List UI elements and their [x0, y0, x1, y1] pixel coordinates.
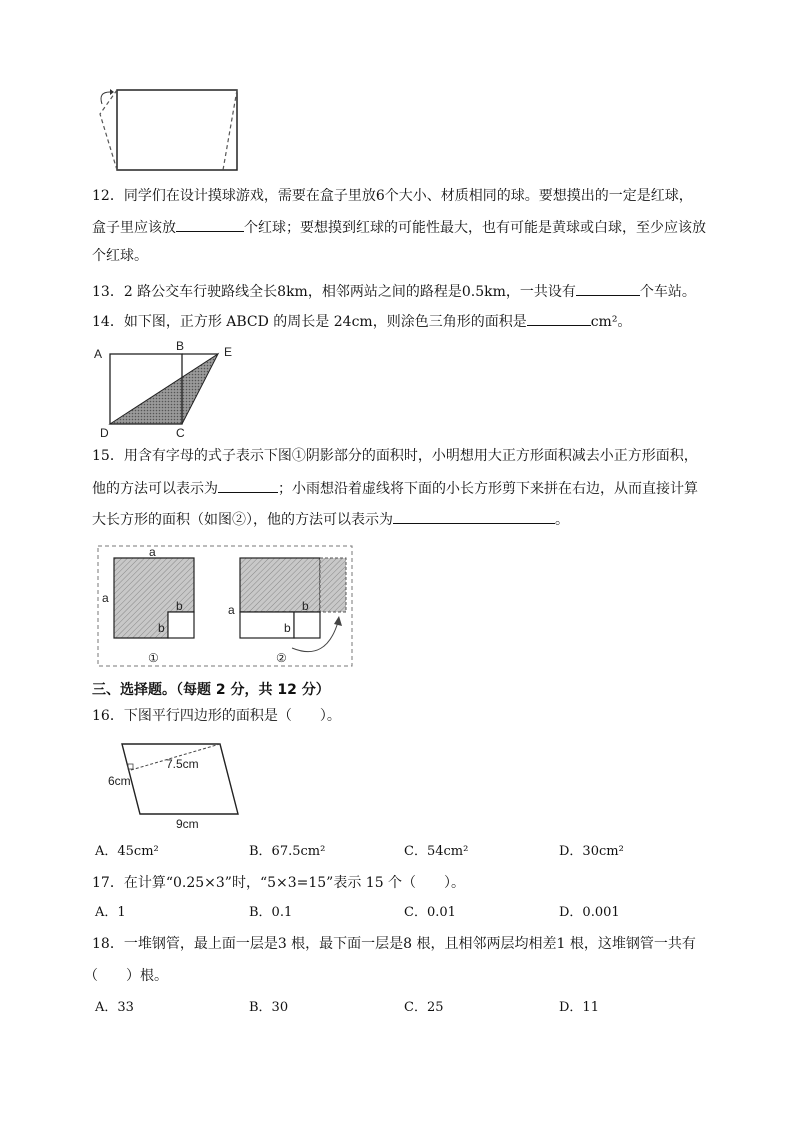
q12-line2-start: 盒子里应该放 — [92, 220, 176, 236]
q13-text-end: 个车站。 — [639, 284, 696, 300]
q14-line — [92, 310, 631, 332]
q12-line2 — [92, 216, 706, 238]
label-c: C — [176, 426, 185, 440]
fig1-label-a-top: a — [149, 545, 156, 559]
q12-line2-end: 个红球；要想摸到红球的可能性最大，也有可能是黄球或白球，至少应该放 — [244, 220, 706, 236]
q14-text-start: 14．如下图，正方形 ABCD 的周长是 24cm，则涂色三角形的面积是 — [92, 314, 527, 330]
label-a: A — [94, 347, 103, 361]
q17-line: 17．在计算“0.25×3”时，“5×3=15”表示 15 个（ ）。 — [92, 875, 466, 891]
label-d: D — [100, 426, 109, 440]
fig1-label-a-side: a — [102, 591, 109, 605]
fig2-label-b-right: b — [302, 599, 309, 613]
section-3-title: 三、选择题。（每题 2 分，共 12 分） — [92, 682, 330, 698]
q16-option-a[interactable]: A．45cm² — [95, 844, 159, 859]
q16-line: 16．下图平行四边形的面积是（ ）。 — [92, 708, 341, 724]
q12-answer-blank-1[interactable] — [176, 216, 244, 232]
fig2-caption: ② — [276, 651, 287, 665]
q15-line2 — [92, 477, 698, 499]
q15-line2-end: ；小雨想沿着虚线将下面的小长方形剪下来拼在右边，从而直接计算 — [278, 481, 698, 497]
fig1-caption: ① — [148, 651, 159, 665]
label-b: B — [176, 340, 185, 353]
q13-text-start: 13．2 路公交车行驶路线全长8km，相邻两站之间的路程是0.5km，一共设有 — [92, 284, 576, 300]
q17-option-c[interactable]: C．0.01 — [404, 905, 456, 920]
square-triangle-figure — [92, 340, 252, 440]
q15-line3-end: 。 — [555, 512, 569, 528]
q15-answer-blank-1[interactable] — [218, 477, 278, 493]
q18-option-c[interactable]: C．25 — [404, 1000, 444, 1015]
base-label: 9cm — [176, 817, 199, 831]
fig1-label-b-left: b — [158, 621, 165, 635]
q18-line2: （ ）根。 — [84, 968, 168, 984]
q16-option-d[interactable]: D．30cm² — [559, 844, 624, 859]
q17-option-a[interactable]: A．1 — [95, 905, 126, 920]
fig1-label-b-right: b — [176, 599, 183, 613]
q16-option-c[interactable]: C．54cm² — [404, 844, 469, 859]
fig2-label-a: a — [228, 603, 235, 617]
q15-answer-blank-2[interactable] — [393, 508, 555, 524]
q13-answer-blank[interactable] — [576, 280, 640, 296]
rectangle-parallelogram-figure — [92, 84, 248, 176]
q14-answer-blank[interactable] — [527, 310, 591, 326]
q14-text-end: cm²。 — [590, 314, 632, 330]
q18-option-a[interactable]: A．33 — [95, 1000, 134, 1015]
label-e: E — [224, 345, 233, 359]
q15-line1: 15．用含有字母的式子表示下图①阴影部分的面积时，小明想用大正方形面积减去小正方形面积， — [92, 448, 698, 464]
q17-option-d[interactable]: D．0.001 — [559, 905, 620, 920]
squares-area-figure — [96, 544, 354, 668]
q12-line3: 个红球。 — [92, 248, 148, 264]
q18-option-b[interactable]: B．30 — [249, 1000, 289, 1015]
q18-line1: 18．一堆钢管，最上面一层是3 根，最下面一层是8 根，且相邻两层均相差1 根，这堆钢管一共有 — [92, 936, 696, 952]
q17-option-b[interactable]: B．0.1 — [249, 905, 293, 920]
q12-line1: 12．同学们在设计摸球游戏，需要在盒子里放6个大小、材质相同的球。要想摸出的一定是红球， — [92, 188, 693, 204]
fig2-label-b-left: b — [284, 621, 291, 635]
q15-line2-start: 他的方法可以表示为 — [92, 481, 218, 497]
height-label: 7.5cm — [166, 757, 199, 771]
q15-line3-start: 大长方形的面积（如图②），他的方法可以表示为 — [92, 512, 393, 528]
side-label: 6cm — [108, 774, 131, 788]
parallelogram-figure — [104, 738, 254, 832]
q18-option-d[interactable]: D．11 — [559, 1000, 599, 1015]
q15-line3 — [92, 508, 569, 530]
q16-option-b[interactable]: B．67.5cm² — [249, 844, 326, 859]
q13-line — [92, 280, 696, 302]
